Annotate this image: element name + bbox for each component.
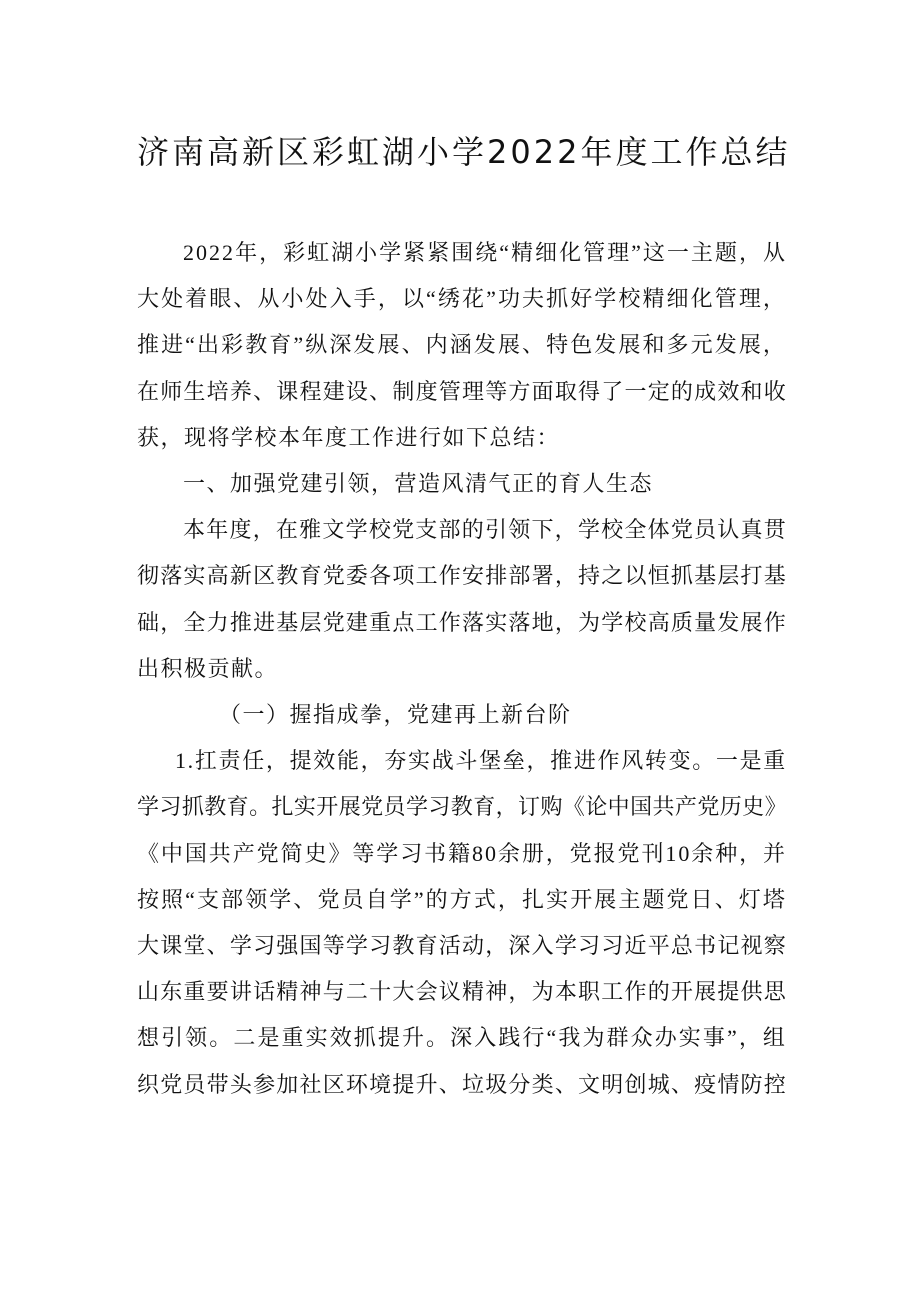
line-text: 获，现将学校本年度工作进行如下总结： [137, 424, 561, 450]
line-text: 山东重要讲话精神与二十大会议精神，为本职工作的开展提供思 [137, 979, 787, 1005]
paragraph-line [137, 977, 787, 1007]
paragraph-line [137, 238, 787, 268]
paragraph-line [137, 284, 787, 314]
line-text: 大处着眼、从小处入手，以“绣花”功夫抓好学校精细化管理， [137, 286, 787, 312]
line-text: （一）握指成拳，党建再上新台阶 [219, 702, 572, 727]
section-heading [137, 469, 787, 499]
document-title: 济南高新区彩虹湖小学2022年度工作总结 [137, 133, 791, 171]
line-text: 织党员带头参加社区环境提升、垃圾分类、文明创城、疫情防控 [137, 1071, 787, 1097]
paragraph-line [137, 654, 787, 684]
line-text: 出积极贡献。 [137, 655, 279, 681]
line-text: 推进“出彩教育”纵深发展、内涵发展、特色发展和多元发展， [137, 332, 787, 358]
line-text: 本年度，在雅文学校党支部的引领下，学校全体党员认真贯 [183, 517, 787, 543]
paragraph-line [137, 931, 787, 961]
line-text: 2022年，彩虹湖小学紧紧围绕“精细化管理”这一主题，从 [183, 240, 787, 265]
paragraph-line [137, 1070, 787, 1100]
paragraph-line [137, 377, 787, 407]
paragraph-line [137, 746, 787, 776]
line-text: 础，全力推进基层党建重点工作落实落地，为学校高质量发展作 [137, 609, 787, 635]
line-text: 大课堂、学习强国等学习教育活动，深入学习习近平总书记视察 [137, 933, 787, 958]
paragraph-line [137, 885, 787, 915]
line-text: 学习抓教育。扎实开展党员学习教育，订购《论中国共产党历史》 [137, 794, 787, 820]
line-text: 在师生培养、课程建设、制度管理等方面取得了一定的成效和收 [137, 378, 787, 404]
paragraph-line [137, 608, 787, 638]
paragraph-line [137, 423, 787, 453]
line-text: 按照“支部领学、党员自学”的方式，扎实开展主题党日、灯塔 [137, 886, 787, 912]
section-heading [137, 700, 787, 730]
paragraph-line [137, 561, 787, 591]
paragraph-line [137, 839, 787, 869]
paragraph-line [137, 330, 787, 360]
paragraph-line [137, 1023, 787, 1053]
line-text: 一、加强党建引领，营造风清气正的育人生态 [183, 471, 654, 496]
line-text: 彻落实高新区教育党委各项工作安排部署，持之以恒抓基层打基 [137, 563, 787, 589]
line-text: 《中国共产党简史》等学习书籍80余册，党报党刊10余种，并 [137, 840, 787, 866]
line-text: 1.扛责任，提效能，夯实战斗堡垒，推进作风转变。一是重 [175, 748, 787, 774]
line-text: 想引领。二是重实效抓提升。深入践行“我为群众办实事”，组 [137, 1025, 787, 1051]
paragraph-line [137, 792, 787, 822]
paragraph-line [137, 515, 787, 545]
